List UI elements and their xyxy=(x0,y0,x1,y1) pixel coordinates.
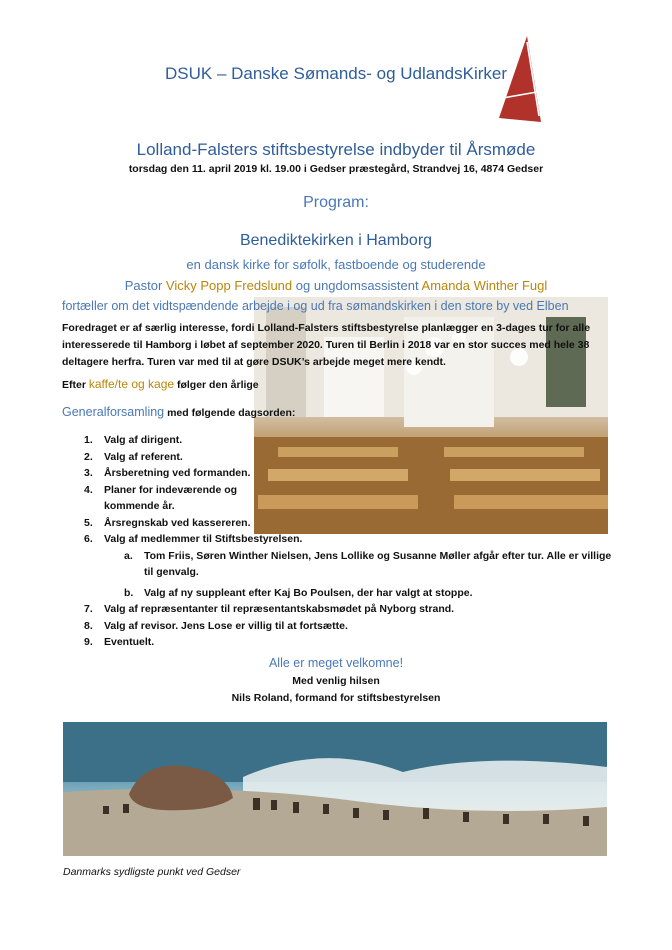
agenda-item xyxy=(62,601,622,618)
header-title: DSUK – Danske Sømands- og UdlandsKirker xyxy=(164,64,508,83)
agenda-sub-letter: b. xyxy=(124,586,134,599)
coffee-highlight: kaffe/te og kage xyxy=(88,377,175,391)
coffee-line xyxy=(62,377,259,391)
agenda-number: 8. xyxy=(84,619,93,632)
regards-text: Med venlig hilsen xyxy=(292,675,380,687)
signer-text: Nils Roland, formand for stiftsbestyrelsen xyxy=(231,692,441,704)
agenda-sub-text: Valg af ny suppleant efter Kaj Bo Poulsen, der har valgt at stoppe. xyxy=(144,586,473,599)
agenda-number: 1. xyxy=(84,434,93,446)
talk-description: fortæller om det vidtspændende arbejde i og ud fra sømandskirken i den store by ved Elben xyxy=(62,299,569,313)
general-assembly-suffix: med følgende dagsorden: xyxy=(167,407,296,419)
assistant-name: Amanda Winther Fugl xyxy=(421,278,548,293)
agenda-sub-item xyxy=(62,585,622,602)
coffee-suffix: følger den årlige xyxy=(176,379,259,391)
agenda-number: 7. xyxy=(84,603,93,615)
agenda-number: 6. xyxy=(84,533,93,545)
agenda-number: 2. xyxy=(84,450,93,463)
agenda-number: 4. xyxy=(84,483,93,496)
agenda-sub-text: Tom Friis, Søren Winther Nielsen, Jens Lollike og Susanne Møller afgår efter tur. Alle er villige til genvalg. xyxy=(144,549,612,578)
agenda-item xyxy=(62,618,622,635)
invitation-title: Lolland-Falsters stiftsbestyrelse indbyder til Årsmøde xyxy=(136,140,536,159)
agenda-number: 3. xyxy=(84,467,93,479)
agenda-number: 5. xyxy=(84,516,93,529)
agenda-text: Valg af repræsentanter til repræsentantskabsmødet på Nyborg strand. xyxy=(104,603,455,615)
agenda-text: Valg af dirigent. xyxy=(104,434,183,446)
pastor-prefix: Pastor xyxy=(124,278,163,293)
agenda-sub-item xyxy=(62,548,622,581)
agenda-text: Valg af referent. xyxy=(104,450,183,463)
welcome-text: Alle er meget velkomne! xyxy=(268,656,404,670)
general-assembly-highlight: Generalforsamling xyxy=(62,405,165,419)
agenda-text: Valg af medlemmer til Stiftsbestyrelsen. xyxy=(104,533,303,545)
coast-illustration xyxy=(63,722,607,856)
coffee-prefix: Efter xyxy=(62,379,86,391)
agenda-item xyxy=(62,515,622,532)
agenda-item xyxy=(62,634,622,651)
agenda-sub-letter: a. xyxy=(124,549,133,562)
agenda-list xyxy=(62,432,622,651)
agenda-text: Planer for indeværende og kommende år. xyxy=(104,483,238,512)
general-assembly-line xyxy=(62,405,295,419)
coast-photo xyxy=(63,722,607,856)
agenda-number: 9. xyxy=(84,636,93,648)
program-heading: Program: xyxy=(303,194,369,211)
talk-paragraph: Foredraget er af særlig interesse, fordi Lolland-Falsters stiftsbestyrelse planlægger en 3-dages tur for alle interesserede til Hamborg i løbet af september 2020. Turen til Berlin i 2018 var en stor succes med hele 38 deltagere herfra. Turen var med til at gøre DSUK’s arbejde meget mere kendt. xyxy=(62,322,591,368)
church-subtitle: en dansk kirke for søfolk, fastboende og studerende xyxy=(186,257,486,272)
agenda-item xyxy=(62,449,622,466)
agenda-item xyxy=(62,465,622,482)
sail-logo-icon xyxy=(497,36,549,128)
agenda-text: Årsberetning ved formanden. xyxy=(104,467,251,479)
church-title: Benediktekirken i Hamborg xyxy=(239,232,433,249)
pastor-middle: og ungdomsassistent xyxy=(295,278,419,293)
speakers-line xyxy=(0,278,672,293)
date-line: torsdag den 11. april 2019 kl. 19.00 i Gedser præstegård, Strandvej 16, 4874 Gedser xyxy=(128,163,544,175)
agenda-item xyxy=(62,432,622,449)
agenda-text: Valg af revisor. Jens Lose er villig til at fortsætte. xyxy=(104,619,348,632)
agenda-text: Årsregnskab ved kassereren. xyxy=(104,516,251,529)
photo-caption: Danmarks sydligste punkt ved Gedser xyxy=(63,866,241,878)
agenda-item xyxy=(62,482,254,515)
agenda-item xyxy=(62,531,622,548)
agenda-text: Eventuelt. xyxy=(104,636,155,648)
pastor-name: Vicky Popp Fredslund xyxy=(165,278,293,293)
